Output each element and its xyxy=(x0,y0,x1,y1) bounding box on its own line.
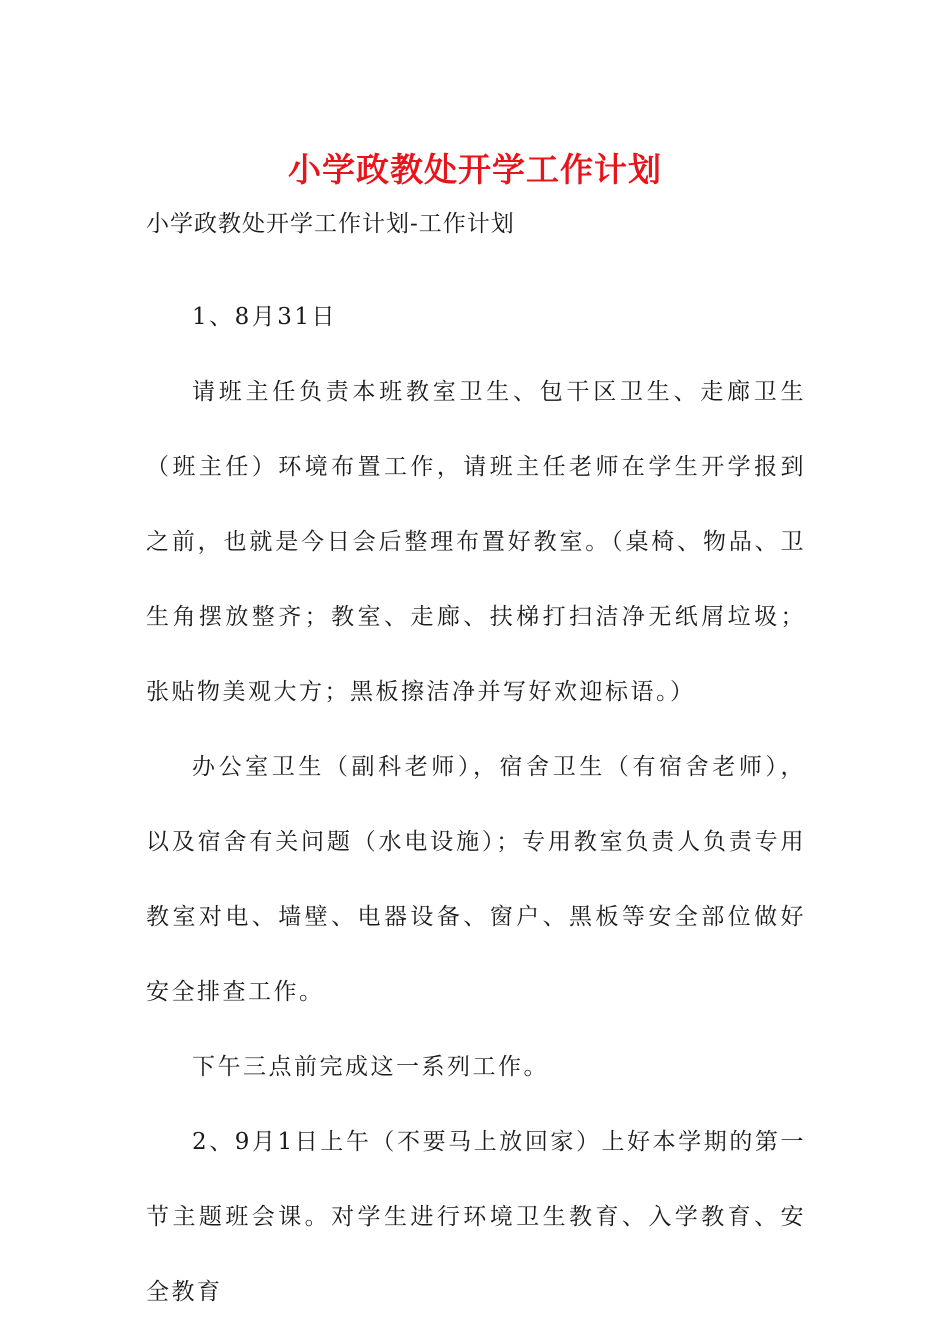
document-subtitle: 小学政教处开学工作计划-工作计划 xyxy=(146,211,515,237)
document-title: 小学政教处开学工作计划 xyxy=(288,150,662,189)
paragraph-deadline: 下午三点前完成这一系列工作。 xyxy=(192,1054,549,1080)
paragraph-classroom-cleaning: 请班主任负责本班教室卫生、包干区卫生、走廊卫生（班主任）环境布置工作，请班主任老师在学生开学报到之前，也就是今日会后整理布置好教室。（桌椅、物品、卫生角摆放整齐；教室、走廊、扶梯打扫洁净无纸屑垃圾；张贴物美观大方；黑板擦洁净并写好欢迎标语。） xyxy=(146,379,806,705)
paragraph-office-dorm: 办公室卫生（副科老师），宿舍卫生（有宿舍老师），以及宿舍有关问题（水电设施）；专用教室负责人负责专用教室对电、墙壁、电器设备、窗户、黑板等安全部位做好安全排查工作。 xyxy=(146,754,806,1005)
paragraph-date-2: 2、9月1日上午（不要马上放回家）上好本学期的第一节主题班会课。对学生进行环境卫生教育、入学教育、安全教育 xyxy=(146,1129,806,1305)
paragraph-date-1: 1、8月31日 xyxy=(192,304,338,330)
document-body xyxy=(146,280,806,1330)
